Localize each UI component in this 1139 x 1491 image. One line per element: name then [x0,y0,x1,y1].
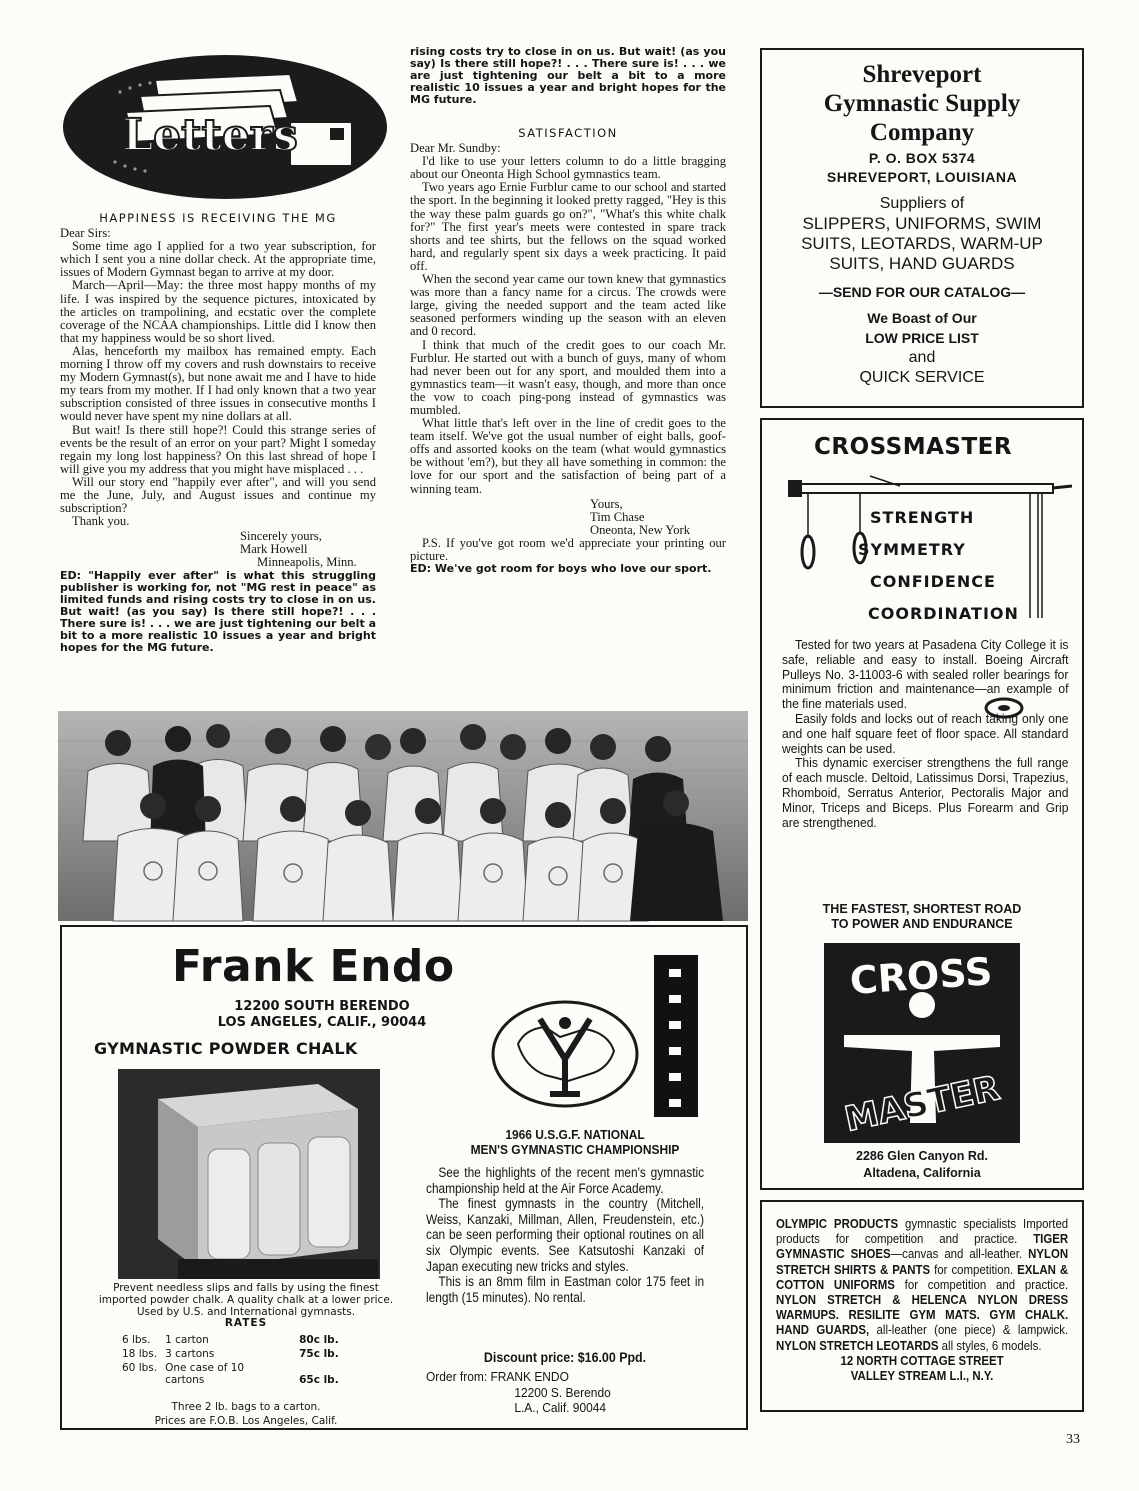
order-address-line: 12200 S. Berendo [514,1384,611,1400]
olympic-bold: NYLON STRETCH LEOTARDS [776,1337,939,1353]
letter1-paragraph: Alas, henceforth my mailbox has remained empty. Each morning I throw off my covers and rush downstairs to receive my Modern Gymnast(s), but none await me and I have to hide my tears from my mother. If I had only known that a two year subscription consisted of three issues in consecutive months I would never have spent my nine dollars at all. [60,343,376,424]
signer-1-name: Mark Howell [240,542,308,557]
olympic-products-ad [760,1200,1084,1412]
suppliers-of: Suppliers of [879,195,965,212]
tagline-line: THE FASTEST, SHORTEST ROAD [822,902,1022,916]
film-paragraph: The finest gymnasts in the country (Mitchell, Weiss, Kanzaki, Millman, Allen, Freudenstein, etc.) can be seen performing their optional routines on all six Olympic events. See Katsutoshi Kanzaki of Japan executing new tricks and styles. [426,1196,705,1274]
discount-price: Discount price: $16.00 Ppd. [483,1350,647,1365]
letter-column-1 [60,209,376,654]
quick-service: QUICK SERVICE [859,369,985,386]
film-paragraph: See the highlights of the recent men's gymnastic championship held at the Air Force Academy. [426,1165,705,1196]
rates-notes [96,1400,396,1428]
table-row [118,1333,343,1347]
crossmaster-address [762,1148,1082,1182]
page-number: 33 [1066,1432,1080,1447]
address-line: 2286 Glen Canyon Rd. [856,1149,988,1163]
rates-title: RATES [224,1317,268,1329]
signer-2-name: Tim Chase [590,509,645,524]
letter1-paragraph: Thank you. [72,514,130,529]
order-address-line: L.A., Calif. 90044 [514,1400,607,1415]
order-info [426,1369,702,1416]
crossmaster-logo [824,943,1020,1143]
letter2-paragraph: What little that's left over in the line of credit goes to the team itself. We've got the usual number of eight balls, goof-offs and assorted kooks on the team (what would gymnastics be without 'em?), but they all have something in common: the love for our sport and the satisfaction of being part of a winning team. [410,416,726,496]
olympic-text: all styles, 6 models. [938,1337,1042,1353]
letter2-paragraph: Two years ago Ernie Furblur came to our school and started the sport. In the beginning it looked pretty ragged, "Hey is this the way these palm guards go on?", "What's this white chalk for?" The first year's meets were contested in spare track shorts and tee shirts, but the fellows on the squad worked hard, and regularly spent six days a week practicing. It paid off. [410,180,726,273]
letters-logo [60,52,390,202]
letter2-paragraph: I think that much of the credit goes to our coach Mr. Furblur. He started out with a bunch of guys, many of whom had never been out for any sport, and moulded them into a gymnastics team—it wasn't easy, though, and more than once the vow to coach ping-pong instead of gymnastics was mumbled. [410,337,726,417]
rate-price: 80c lb. [299,1334,339,1346]
olympic-text: —canvas and all-leather. [890,1246,1029,1262]
letter2-paragraph: When the second year came our town knew that gymnastics was more than a fancy name for a circus. The crowds were large, giving the needed support and the team acted like seasoned performers winding up the season with an eleven and 0 record. [410,272,726,339]
film-paragraph: This is an 8mm film in Eastman color 175 feet in length (15 minutes). No rental. [426,1274,705,1305]
fob-note: Prices are F.O.B. Los Angeles, Calif. [154,1415,338,1427]
boast [762,308,1082,348]
po-box: P. O. BOX 5374 [868,150,976,166]
shreveport-address [762,149,1082,187]
crossmaster-body [782,638,1068,830]
letter2-paragraph: I'd like to use your letters column to do a little bragging about our Oneonta High School gymnastics team. [410,154,726,182]
film-strip-icon [654,955,698,1117]
table-row [118,1347,343,1361]
shreveport-name-line: Gymnastic Supply [823,90,1021,117]
table-row [118,1361,343,1387]
bags-note: Three 2 lb. bags to a carton. [171,1401,321,1413]
letter1-paragraph: March—April—May: the three most happy months of my life. I was inspired by the sequence pictures, intoxicated by the articles on trampolining, and ecstatic over the complete coverage of the NCAA championships. Little did I know then that my happiness would be so short lived. [60,278,376,345]
letter-heading-happiness: HAPPINESS IS RECEIVING THE MG [99,211,337,225]
letter1-paragraph: Will our story end "happily ever after", and will you send me the June, July, and August issues and continue my subscription? [60,474,376,516]
product-line: SUITS, LEOTARDS, WARM-UP [801,234,1043,253]
order-from: Order from: FRANK ENDO [426,1369,569,1384]
olympic-text: for competition and practice. [894,1276,1069,1292]
editor-reply-2: ED: We've got room for boys who love our sport. [410,562,712,576]
crossmaster-title: CROSSMASTER [814,434,1013,460]
salutation-2: Dear Mr. Sundby: [410,141,501,156]
chalk-cartons-photo [118,1069,380,1279]
feature-symmetry: SYMMETRY [858,540,966,559]
salutation-1: Dear Sirs: [60,226,111,241]
product-list [762,214,1082,274]
rate-unit: One case of 10 cartons [165,1362,245,1386]
endo-name: Frank Endo [172,941,455,992]
crossmaster-tagline [762,902,1082,932]
feature-confidence: CONFIDENCE [870,572,996,591]
editor-reply-1-continued: rising costs try to close in on us. But wait! (as you say) Is there still hope?! . . . There sure is! . . . we are just tightening our belt a bit to a more realistic 10 issues a year and bright hopes for the MG future. [410,45,726,106]
film-description [426,1165,704,1305]
price-list: LOW PRICE LIST [865,330,979,346]
rate-qty: 6 lbs. [122,1334,151,1346]
rate-qty: 60 lbs. [122,1362,158,1374]
usgf-emblem-icon [490,999,640,1109]
olympic-address-line: VALLEY STREAM L.I., N.Y. [850,1368,994,1384]
logo-text-top: CROSS [848,949,994,1003]
endo-address-line: 12200 SOUTH BERENDO [234,999,410,1014]
address-line: Altadena, California [863,1166,981,1180]
editor-reply-1: ED: "Happily ever after" is what this struggling publisher is working for, not "MG rest in peace" as limited funds and rising costs try to close in on us. But wait! (as you say) Is there still hope?! . . . There sure is! . . . we are just tightening our belt a bit to a more realistic 10 issues a year and bright hopes for the MG future. [60,568,376,654]
shreveport-ad [760,48,1084,408]
catalog-callout: —SEND FOR OUR CATALOG— [818,284,1026,300]
closing-2: Yours, [590,496,623,511]
shreveport-name [762,60,1082,147]
endo-address [172,999,472,1031]
closing-1: Sincerely yours, [240,529,322,544]
crossmaster-paragraph: This dynamic exerciser strengthens the full range of each muscle. Deltoid, Latissimus Dorsi, Trapezius, Rhomboid, Serratus Anterior, Pectoralis Major and Minor, Triceps and Biceps. Plus Forearm and Grip are strengthened. [782,755,1069,830]
crossmaster-paragraph: Tested for two years at Pasadena City College it is safe, reliable and easy to install. Boeing Aircraft Pulleys No. 3-11003-6 with sealed roller bearings for minimum friction and maintenance—an example of the fine materials used. [782,637,1069,712]
shreveport-name-line: Company [869,119,975,146]
feature-coordination: COORDINATION [868,604,1019,623]
letters-logo-text: Letters [122,110,298,161]
city: SHREVEPORT, LOUISIANA [826,169,1018,185]
postscript: P.S. If you've got room we'd appreciate your printing our picture. [410,535,726,563]
olympic-text: gymnastic specialists Imported products for competition and practice. [776,1216,1069,1247]
rate-unit: 3 cartons [165,1348,215,1360]
rate-qty: 18 lbs. [122,1348,158,1360]
olympic-address-line: 12 NORTH COTTAGE STREET [840,1352,1004,1368]
olympic-bold: NYLON STRETCH SHIRTS & PANTS [776,1246,1069,1277]
olympic-bold: OLYMPIC PRODUCTS [776,1216,899,1231]
rates-table [118,1333,343,1387]
signer-2-place: Oneonta, New York [590,522,691,537]
and-word: and [908,349,936,366]
chalk-caption: Prevent needless slips and falls by using the finest imported powder chalk. A quality chalk at a lower price. Used by U.S. and International gymnasts. [98,1282,394,1318]
letter1-paragraph: But wait! Is there still hope?! Could this strange series of events be the result of an error on your part? Might I someday regain my long lost happiness? On this last shread of hope I will give you my address that you might have misplaced . . . [60,422,376,476]
crossmaster-ad [760,418,1084,1190]
rate-unit: 1 carton [165,1334,209,1346]
endo-product: GYMNASTIC POWDER CHALK [94,1039,358,1058]
endo-address-line: LOS ANGELES, CALIF., 90044 [217,1015,427,1030]
letter-heading-satisfaction: SATISFACTION [518,126,618,140]
service [762,348,1082,388]
product-line: SUITS, HAND GUARDS [829,254,1015,273]
olympic-text: for competition. [930,1261,1018,1277]
olympic-body [776,1216,1068,1383]
shreveport-name-line: Shreveport [862,61,982,88]
film-title-line: MEN'S GYMNASTIC CHAMPIONSHIP [470,1142,680,1157]
olympic-bold: EXLAN & COTTON UNIFORMS [776,1261,1069,1292]
rate-price: 65c lb. [299,1374,339,1386]
tagline-line: TO POWER AND ENDURANCE [831,917,1013,931]
film-title [451,1127,699,1157]
olympic-bold: NYLON STRETCH & HELENCA NYLON DRESS WARMUPS. RESILITE GYM MATS. GYM CHALK. HAND GUARDS, [776,1292,1069,1338]
team-photo [58,711,748,921]
rate-price: 75c lb. [299,1348,339,1360]
product-line: SLIPPERS, UNIFORMS, SWIM [802,214,1042,233]
letter1-paragraph: Some time ago I applied for a two year subscription, for which I sent you a nine dollar check. At the appropriate time, issues of Modern Gymnast began to arrive at my door. [60,239,376,280]
film-title-line: 1966 U.S.G.F. NATIONAL [505,1127,645,1142]
signer-1-place: Minneapolis, Minn. [257,555,357,570]
olympic-bold: TIGER GYMNASTIC SHOES [776,1231,1069,1262]
crossmaster-paragraph: Easily folds and locks out of reach taking only one and one half square feet of floor space. All standard weights can be used. [782,710,1069,756]
boast-line: We Boast of Our [867,310,977,326]
feature-strength: STRENGTH [870,508,975,527]
logo-text-bottom: MASTER [841,1068,1004,1140]
frank-endo-ad [60,925,748,1430]
olympic-text: all-leather (one piece) & lampwick. [869,1322,1069,1338]
letter-column-2 [410,124,726,575]
